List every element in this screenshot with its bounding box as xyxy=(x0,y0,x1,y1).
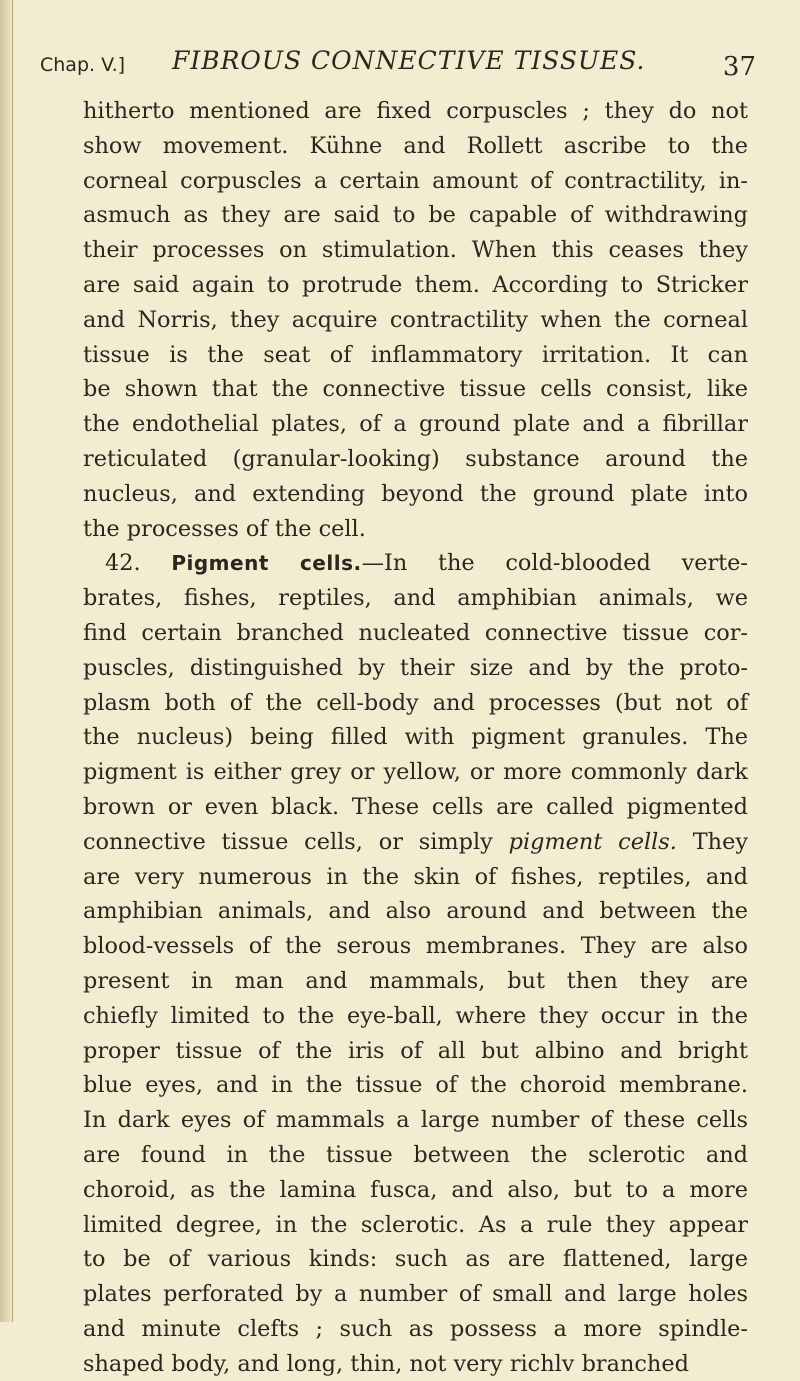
text-line: be shown that the connective tissue cells consist, like xyxy=(83,376,748,403)
section-number: 42. xyxy=(105,550,141,577)
text-line: corneal corpuscles a certain amount of contractility, in- xyxy=(83,167,748,194)
text-line: to be of various kinds: such as are flattened, large xyxy=(83,1246,748,1273)
emph-before: connective tissue cells, or simply xyxy=(83,828,509,855)
page-number: 37 xyxy=(722,52,756,82)
text-line: asmuch as they are said to be capable of withdrawing xyxy=(83,202,748,229)
text-line: amphibian animals, and also around and between the xyxy=(83,898,748,925)
text-line: nucleus, and extending beyond the ground plate into xyxy=(83,480,748,507)
text-line: the nucleus) being filled with pigment granules. The xyxy=(83,724,748,751)
running-header xyxy=(40,46,760,86)
text-line: show movement. Kühne and Rollett ascribe to the xyxy=(83,132,748,159)
gutter-fold-line xyxy=(12,0,13,1322)
text-line: proper tissue of the iris of all but albino and bright xyxy=(83,1037,748,1064)
text-line: their processes on stimulation. When this ceases they xyxy=(83,237,748,264)
text-line: reticulated (granular-looking) substance around the xyxy=(83,445,748,472)
text-line: are said again to protrude them. According to Stricker xyxy=(83,271,748,298)
text-line: tissue is the seat of inflammatory irritation. It can xyxy=(83,341,748,368)
text-line: and Norris, they acquire contractility when the corneal xyxy=(83,306,748,333)
text-line: present in man and mammals, but then they are xyxy=(83,967,748,994)
text-line: the endothelial plates, of a ground plate and a fibrillar xyxy=(83,411,748,438)
text-line: are very numerous in the skin of fishes, reptiles, and xyxy=(83,863,748,890)
text-line-emphasis xyxy=(83,825,748,860)
text-line: choroid, as the lamina fusca, and also, but to a more xyxy=(83,1176,748,1203)
emphasized-term: pigment cells. xyxy=(508,828,677,855)
section-heading: Pigment cells. xyxy=(171,551,362,576)
section-first-line xyxy=(83,546,748,581)
emph-after: They xyxy=(676,828,748,855)
text-line: puscles, distinguished by their size and by the proto- xyxy=(83,654,748,681)
text-line: plates perforated by a number of small and large holes xyxy=(83,1281,748,1308)
text-line: chiefly limited to the eye-ball, where they occur in the xyxy=(83,1002,748,1029)
text-line: brates, fishes, reptiles, and amphibian animals, we xyxy=(83,585,748,612)
section-first-line-text: —In the cold-blooded verte- xyxy=(361,550,748,577)
text-line: pigment is either grey or yellow, or more commonly dark xyxy=(83,759,748,786)
text-line: limited degree, in the sclerotic. As a rule they appear xyxy=(83,1211,748,1238)
text-line: the processes of the cell. xyxy=(83,515,366,542)
body-text xyxy=(83,94,748,1381)
text-line: hitherto mentioned are fixed corpuscles ; they do not xyxy=(83,98,748,124)
text-line: find certain branched nucleated connective tissue cor- xyxy=(83,619,748,646)
text-line: brown or even black. These cells are called pigmented xyxy=(83,793,748,820)
text-line: blue eyes, and in the tissue of the choroid membrane. xyxy=(83,1072,748,1099)
text-line: shaped body, and long, thin, not very richlv branched xyxy=(83,1350,689,1377)
text-line: and minute clefts ; such as possess a more spindle- xyxy=(83,1315,748,1342)
text-line: plasm both of the cell-body and processes (but not of xyxy=(83,689,748,716)
text-line: are found in the tissue between the sclerotic and xyxy=(83,1141,748,1168)
running-title: FIBROUS CONNECTIVE TISSUES. xyxy=(172,46,646,75)
text-line: In dark eyes of mammals a large number of these cells xyxy=(83,1107,748,1134)
text-line: blood-vessels of the serous membranes. They are also xyxy=(83,933,748,960)
chapter-label: Chap. V.] xyxy=(40,54,126,76)
